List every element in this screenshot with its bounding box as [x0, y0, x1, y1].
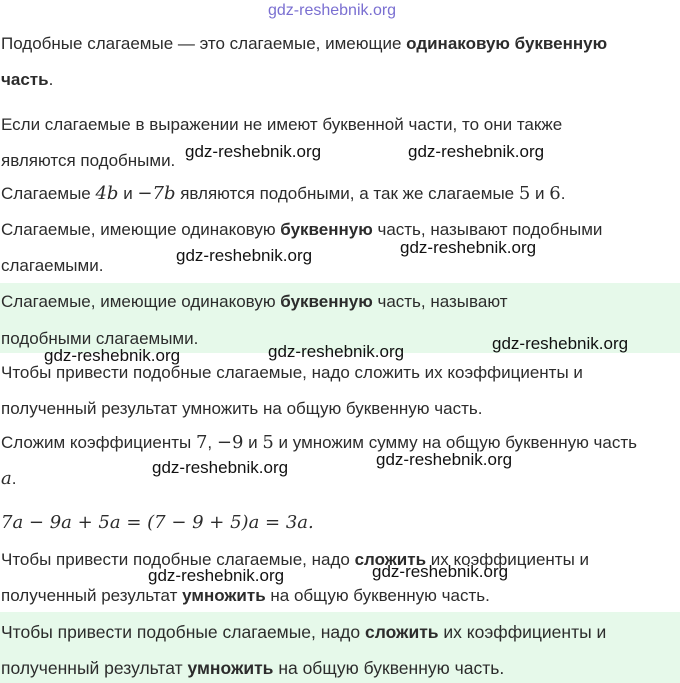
- paragraph-4-line-2: слагаемыми.: [1, 256, 104, 275]
- math-term: −7b: [137, 183, 176, 204]
- paragraph-5-line-1: Чтобы привести подобные слагаемые, надо сложить их коэффициенты и: [1, 363, 583, 382]
- text: часть, называют подобными: [372, 220, 603, 239]
- text: Чтобы привести подобные слагаемые, надо: [1, 550, 355, 569]
- formula: 7a − 9a + 5a = (7 − 9 + 5)a = 3a.: [1, 512, 314, 533]
- text: и: [243, 433, 263, 452]
- text: полученный результат: [1, 586, 183, 605]
- paragraph-6-line-2: [1, 468, 16, 490]
- text: .: [11, 469, 17, 488]
- text: .: [560, 184, 566, 203]
- bold-text: буквенную: [280, 220, 373, 239]
- watermark: gdz-reshebnik.org: [376, 450, 513, 469]
- text: полученный результат: [1, 658, 188, 678]
- text: и умножим сумму на общую буквенную часть: [273, 433, 638, 452]
- watermark: gdz-reshebnik.org: [268, 342, 405, 361]
- bold-text: сложить: [354, 550, 427, 569]
- text: и: [118, 184, 138, 203]
- text: Чтобы привести подобные слагаемые, надо: [1, 622, 365, 642]
- watermark: gdz-reshebnik.org: [400, 238, 537, 257]
- bold-text: умножить: [187, 658, 274, 678]
- paragraph-5-line-2: полученный результат умножить на общую буквенную часть.: [1, 399, 483, 418]
- text: на общую буквенную часть.: [265, 586, 490, 605]
- watermark: gdz-reshebnik.org: [176, 246, 313, 265]
- text: Слагаемые, имеющие одинаковую: [1, 220, 281, 239]
- watermark: gdz-reshebnik.org: [148, 566, 285, 585]
- watermark: gdz-reshebnik.org: [372, 562, 509, 581]
- text: .: [48, 70, 54, 89]
- watermark: gdz-reshebnik.org: [44, 346, 181, 365]
- text: их коэффициенты и: [438, 622, 607, 642]
- bold-text: буквенную: [280, 292, 373, 311]
- text: являются подобными, а так же слагаемые: [175, 184, 519, 203]
- math-number: 7: [195, 432, 208, 453]
- bold-text: одинаковую буквенную: [406, 34, 608, 53]
- text: и: [530, 184, 550, 203]
- rule-1-line-2: подобными слагаемыми.: [1, 329, 199, 348]
- text: ,: [207, 433, 217, 452]
- site-watermark-header: gdz-reshebnik.org: [268, 2, 397, 19]
- example-line: [1, 183, 565, 205]
- watermark: gdz-reshebnik.org: [492, 334, 629, 353]
- text: часть, называют: [372, 292, 508, 311]
- math-number: −9: [216, 432, 244, 453]
- text: на общую буквенную часть.: [273, 658, 505, 678]
- rule-2-line-2: [1, 657, 504, 679]
- text: Сложим коэффициенты: [1, 433, 196, 452]
- text: их коэффициенты и: [426, 550, 590, 569]
- math-term: 4b: [95, 183, 119, 204]
- paragraph-6-line-1: [1, 432, 637, 454]
- math-number: 6: [549, 183, 561, 204]
- math-term: a: [1, 468, 12, 489]
- paragraph-2-line-1: Если слагаемые в выражении не имеют буквенной части, то они также: [1, 115, 563, 134]
- math-number: 5: [262, 432, 274, 453]
- rule-1-line-1: [1, 291, 507, 313]
- text: Слагаемые: [1, 184, 96, 203]
- paragraph-2-line-2: являются подобными.: [1, 151, 176, 170]
- definition-line-2: [1, 69, 53, 91]
- bold-text: часть: [1, 70, 49, 89]
- math-number: 5: [518, 183, 531, 204]
- watermark: gdz-reshebnik.org: [152, 458, 289, 477]
- watermark: gdz-reshebnik.org: [185, 142, 322, 161]
- bold-text: умножить: [182, 586, 266, 605]
- definition-line-1: [1, 33, 607, 55]
- rule-2-line-1: [1, 621, 606, 643]
- text: Подобные слагаемые — это слагаемые, имеющие: [1, 34, 407, 53]
- text: Слагаемые, имеющие одинаковую: [1, 292, 281, 311]
- watermark: gdz-reshebnik.org: [408, 142, 545, 161]
- paragraph-7-line-2: [1, 585, 490, 607]
- bold-text: сложить: [364, 622, 439, 642]
